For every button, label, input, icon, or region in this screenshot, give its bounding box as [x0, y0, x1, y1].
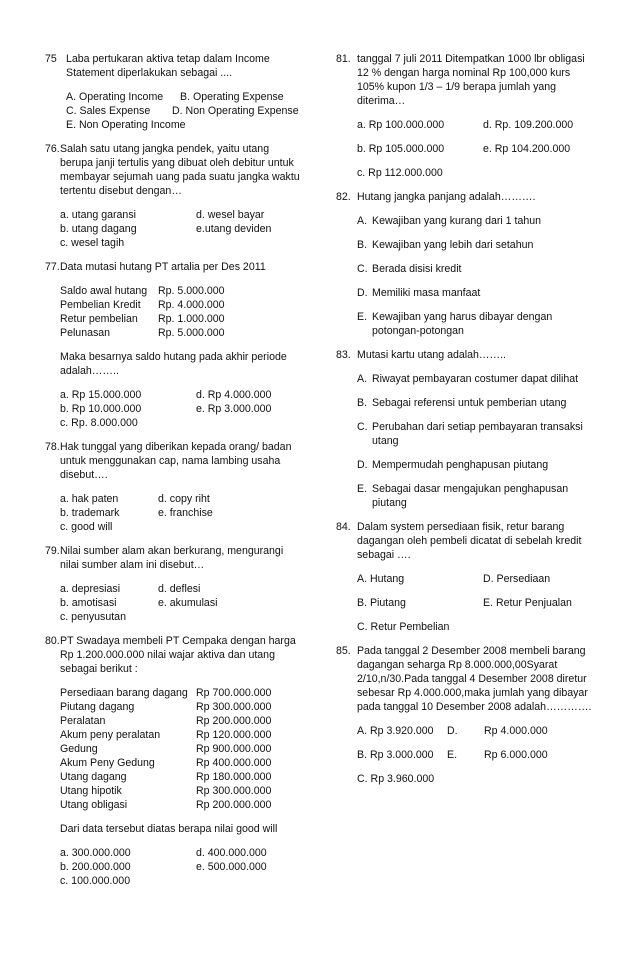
option: A. Kewajiban yang kurang dari 1 tahun: [357, 215, 542, 227]
option: A. Riwayat pembayaran costumer dapat dilihat: [357, 373, 579, 385]
question-text: Rp 1.200.000.000 nilai wajar aktiva dan utang: [60, 649, 275, 661]
question-text: Salah satu utang jangka pendek, yaitu utang: [60, 143, 270, 155]
question-number: 85.: [336, 645, 351, 657]
question-text: Hutang jangka panjang adalah……….: [357, 191, 536, 203]
question-85: [336, 644, 606, 786]
question-text: Mutasi kartu utang adalah……..: [357, 349, 506, 361]
table-row: Retur pembelian Rp. 1.000.000: [60, 313, 225, 325]
option: b. 200.000.000: [60, 861, 131, 873]
option: a. Rp 15.000.000: [60, 389, 142, 401]
option: e. franchise: [158, 507, 213, 519]
option: a. depresiasi: [60, 583, 121, 595]
option: c. Rp 112.000.000: [357, 167, 443, 179]
option: d. 400.000.000: [196, 847, 267, 859]
question-number: 76.: [45, 143, 60, 155]
question-text: Maka besarnya saldo hutang pada akhir periode: [60, 351, 287, 363]
table-row: Akum peny peralatan Rp 120.000.000: [60, 729, 272, 741]
table-row: Pembelian Kredit Rp. 4.000.000: [60, 299, 225, 311]
table-row: Gedung Rp 900.000.000: [60, 743, 272, 755]
option: B. Sebagai referensi untuk pemberian utang: [357, 397, 567, 409]
option: a. 300.000.000: [60, 847, 131, 859]
option: b. trademark: [60, 507, 120, 519]
question-75: [45, 52, 310, 132]
option: e. Rp 3.000.000: [196, 403, 272, 415]
option: Rp 4.000.000: [484, 725, 548, 737]
table-row: Peralatan Rp 200.000.000: [60, 715, 272, 727]
question-number: 82.: [336, 191, 351, 203]
question-text: Dalam system persediaan fisik, retur barang: [357, 521, 565, 533]
option: D. Mempermudah penghapusan piutang: [357, 459, 549, 471]
option: d. deflesi: [158, 583, 201, 595]
question-text: Nilai sumber alam akan berkurang, mengurangi: [60, 545, 284, 557]
question-number: 83.: [336, 349, 351, 361]
question-number: 80.: [45, 635, 60, 647]
option: D. Persediaan: [483, 573, 551, 585]
question-text: 12 % dengan harga nominal Rp 100,000 kurs: [357, 67, 571, 79]
option: b. amotisasi: [60, 597, 117, 609]
question-text: berupa janji tertulis yang dibuat oleh debitur untuk: [60, 157, 294, 169]
question-84: [336, 520, 606, 634]
question-text: 105% kupon 1/3 – 1/9 berapa jumlah yang: [357, 81, 557, 93]
option: d. wesel bayar: [196, 209, 265, 221]
option: d. copy riht: [158, 493, 210, 505]
question-text: adalah……..: [60, 365, 119, 377]
option: c. 100.000.000: [60, 875, 131, 887]
option: E. Sebagai dasar mengajukan penghapusan piutang: [357, 483, 569, 509]
question-text: sebagai ….: [357, 549, 411, 561]
option: E. Kewajiban yang harus dibayar dengan potongan-potongan: [357, 311, 553, 337]
option: C. Perubahan dari setiap pembayaran transaksi utang: [357, 421, 583, 447]
option: a. hak paten: [60, 493, 119, 505]
option-letter: D.: [447, 725, 458, 737]
table-row: Pelunasan Rp. 5.000.000: [60, 327, 225, 339]
question-text: tanggal 7 juli 2011 Ditempatkan 1000 lbr obligasi: [357, 53, 585, 65]
option: e. Rp 104.200.000: [483, 143, 571, 155]
question-text: untuk menggunakan cap, nama lambing usaha: [60, 455, 281, 467]
option: b. Rp 10.000.000: [60, 403, 142, 415]
question-text: dagangan oleh pembeli dicatat di sebelah kredit: [357, 535, 582, 547]
question-number: 81.: [336, 53, 351, 65]
table-row: Akum Peny Gedung Rp 400.000.000: [60, 757, 272, 769]
option: C. Berada disisi kredit: [357, 263, 462, 275]
question-number: 84.: [336, 521, 351, 533]
question-text: Data mutasi hutang PT artalia per Des 2011: [60, 261, 266, 273]
question-78: [45, 440, 310, 534]
question-number: 78.: [45, 441, 60, 453]
question-number: 77.: [45, 261, 60, 273]
option: D. Memiliki masa manfaat: [357, 287, 481, 299]
question-text: Pada tanggal 2 Desember 2008 membeli barang: [357, 645, 586, 657]
option: c. good will: [60, 521, 113, 533]
option: e. akumulasi: [158, 597, 218, 609]
option: A. Hutang: [357, 573, 405, 585]
question-text: Statement diperlakukan sebagai ....: [66, 67, 233, 79]
option: B. Operating Expense: [180, 91, 284, 103]
data-table: [45, 686, 310, 812]
right-column: [336, 52, 606, 796]
table-row: Utang dagang Rp 180.000.000: [60, 771, 272, 783]
question-text: Hak tunggal yang diberikan kepada orang/ badan: [60, 441, 292, 453]
question-text: tertentu disebut dengan…: [60, 185, 182, 197]
question-text: nilai sumber alam ini disebut…: [60, 559, 205, 571]
question-text: 2/10,n/30.Pada tanggal 4 Desember 2008 diretur: [357, 673, 587, 685]
option: B. Kewajiban yang lebih dari setahun: [357, 239, 534, 251]
option: a. utang garansi: [60, 209, 136, 221]
option: C. Retur Pembelian: [357, 621, 450, 633]
question-text: Dari data tersebut diatas berapa nilai good will: [60, 823, 278, 835]
option: e.utang deviden: [196, 223, 272, 235]
option: c. Rp. 8.000.000: [60, 417, 138, 429]
question-77: [45, 260, 310, 430]
option: C. Rp 3.960.000: [357, 773, 435, 785]
question-83: [336, 348, 606, 510]
question-text: sebesar Rp 4.000.000,maka jumlah yang dibayar: [357, 687, 588, 699]
option: B. Piutang: [357, 597, 406, 609]
question-text: dagangan seharga Rp 8.000.000,00Syarat: [357, 659, 558, 671]
option: E. Non Operating Income: [66, 119, 186, 131]
question-text: pada tanggal 10 Desember 2008 adalah………….: [357, 701, 592, 713]
option-letter: E.: [447, 749, 458, 761]
question-text: diterima…: [357, 95, 406, 107]
question-text: sebagai berikut :: [60, 663, 138, 675]
option: B. Rp 3.000.000: [357, 749, 434, 761]
option: c. wesel tagih: [60, 237, 125, 249]
question-number: 75: [45, 53, 57, 65]
option: C. Sales Expense: [66, 105, 151, 117]
question-76: [45, 142, 310, 250]
table-row: Utang hipotik Rp 300.000.000: [60, 785, 272, 797]
question-text: membayar sejumah uang pada suatu jangka waktu: [60, 171, 300, 183]
table-row: Utang obligasi Rp 200.000.000: [60, 799, 272, 811]
question-number: 79.: [45, 545, 60, 557]
option: Rp 6.000.000: [484, 749, 548, 761]
table-row: Piutang dagang Rp 300.000.000: [60, 701, 272, 713]
data-table: [45, 284, 310, 340]
question-text: disebut….: [60, 469, 108, 481]
option: b. utang dagang: [60, 223, 137, 235]
table-row: Saldo awal hutang Rp. 5.000.000: [60, 285, 225, 297]
option: D. Non Operating Expense: [172, 105, 299, 117]
option: d. Rp 4.000.000: [196, 389, 272, 401]
option: A. Operating Income: [66, 91, 164, 103]
left-column: [45, 52, 310, 898]
option: E. Retur Penjualan: [483, 597, 572, 609]
table-row: Persediaan barang dagang Rp 700.000.000: [60, 687, 272, 699]
option: d. Rp. 109.200.000: [483, 119, 574, 131]
question-text: PT Swadaya membeli PT Cempaka dengan harga: [60, 635, 296, 647]
option: e. 500.000.000: [196, 861, 267, 873]
question-80: [45, 634, 310, 888]
question-81: [336, 52, 606, 180]
option: b. Rp 105.000.000: [357, 143, 445, 155]
option: a. Rp 100.000.000: [357, 119, 445, 131]
question-82: [336, 190, 606, 338]
option: A. Rp 3.920.000: [357, 725, 434, 737]
question-79: [45, 544, 310, 624]
question-text: Laba pertukaran aktiva tetap dalam Income: [66, 53, 270, 65]
option: c. penyusutan: [60, 611, 126, 623]
